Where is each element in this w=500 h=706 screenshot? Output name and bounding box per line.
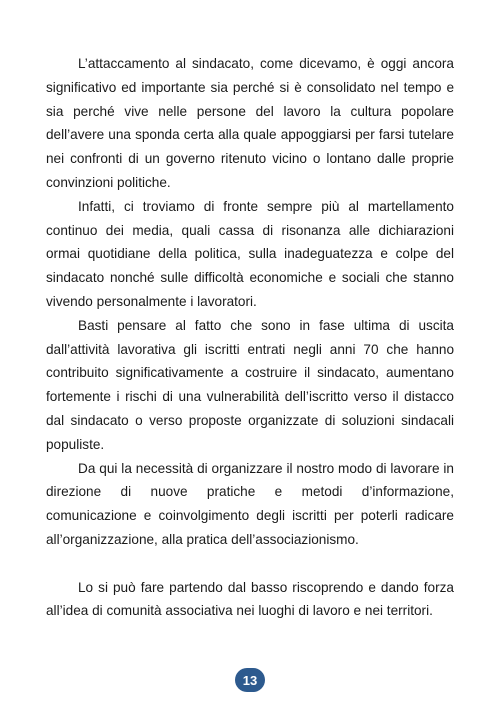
page-number: 13	[242, 672, 258, 688]
paragraph-2: Infatti, ci troviamo di fronte sempre più al martellamento continuo dei media, quali cassa di risonanza alle dichiarazioni ormai quotidiane della politica, sulla inadeguatezza e colpe del sindacato nonché sulle difficoltà economiche e sociali che stanno vivendo personalmente i lavoratori.	[46, 198, 454, 309]
paragraph-1: L’attaccamento al sindacato, come dicevamo, è oggi ancora significativo ed importante sia perché si è consolidato nel tempo e sia perché vive nelle persone del lavoro la cultura popolare dell’avere una sponda certa alla quale appoggiarsi per farsi tutelare nei confronti di un governo ritenuto vicino o lontano dalle proprie convinzioni politiche.	[46, 56, 454, 190]
page-body	[46, 52, 454, 623]
paragraph-5: Lo si può fare partendo dal basso riscoprendo e dando forza all’idea di comunità associativa nei luoghi di lavoro e nei territori.	[46, 579, 454, 619]
paragraph-3: Basti pensare al fatto che sono in fase ultima di uscita dall’attività lavorativa gli iscritti entrati negli anni 70 che hanno contribuito significativamente a costruire il sindacato, aumentano fortemente i rischi di una vulnerabilità dell’iscritto verso il distacco dal sindacato o verso proposte organizzate di soluzioni sindacali populiste.	[46, 317, 454, 452]
page-number-badge	[235, 668, 265, 692]
paragraph-4: Da qui la necessità di organizzare il nostro modo di lavorare in direzione di nuove pratiche e metodi d’informazione, comunicazione e coinvolgimento degli iscritti per poterli radicare all’organizzazione, alla pratica dell’associazionismo.	[46, 460, 454, 547]
